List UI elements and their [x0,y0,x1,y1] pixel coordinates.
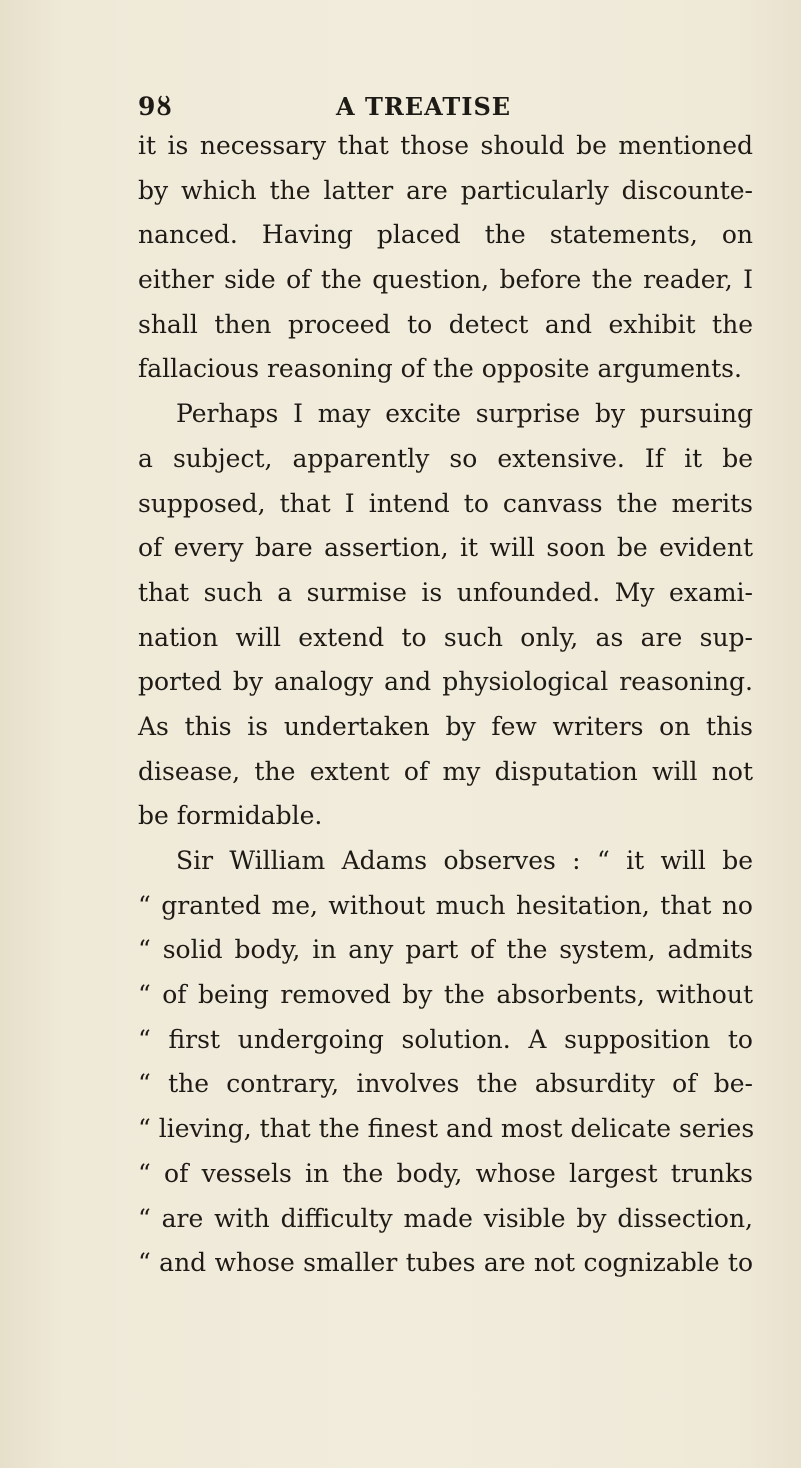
paragraph-start-line: Perhaps I may excite surprise by pursuing [176,399,753,429]
paragraph-start-line: Sir William Adams observes : “ it will be [176,846,753,875]
quote-line: “ and whose smaller tubes are not cognizable to [138,1248,753,1278]
text-line: it is necessary that those should be mentioned [138,131,753,160]
quote-line: “ are with difficulty made visible by dissection, [138,1203,753,1233]
text-line: shall then proceed to detect and exhibit the [138,309,753,339]
quote-line: “ first undergoing solution. A supposition to [138,1024,753,1054]
text-line: nanced. Having placed the statements, on [138,220,753,250]
text-line: disease, the extent of my disputation will not [138,756,753,786]
text-line: of every bare assertion, it will soon be evident [138,533,753,563]
quote-line: “ lieving, that the finest and most delicate series [138,1114,755,1144]
text-line: be formidable. [138,801,323,831]
running-title: A TREATISE [336,92,512,121]
quote-line: “ the contrary, involves the absurdity of be- [138,1069,753,1099]
text-line: either side of the question, before the reader, I [138,265,753,295]
text-line: that such a surmise is unfounded. My exami- [138,577,753,607]
page-number: 9ȣ [138,92,173,121]
body-text [138,124,753,1286]
text-line: ported by analogy and physiological reasoning. [138,667,753,697]
text-line: As this is undertaken by few writers on this [138,711,753,741]
quote-line: “ of vessels in the body, whose largest trunks [138,1158,753,1188]
text-line: by which the latter are particularly discounte- [138,175,753,205]
quote-line: “ of being removed by the absorbents, without [138,980,753,1010]
quote-line: “ solid body, in any part of the system, admits [138,935,753,965]
text-line: a subject, apparently so extensive. If it be [138,443,753,473]
text-line: supposed, that I intend to canvass the merits [138,488,753,518]
page-header [138,92,698,122]
quote-line: “ granted me, without much hesitation, that no [138,890,753,920]
text-line: nation will extend to such only, as are sup- [138,622,753,652]
text-line: fallacious reasoning of the opposite arguments. [138,354,742,384]
